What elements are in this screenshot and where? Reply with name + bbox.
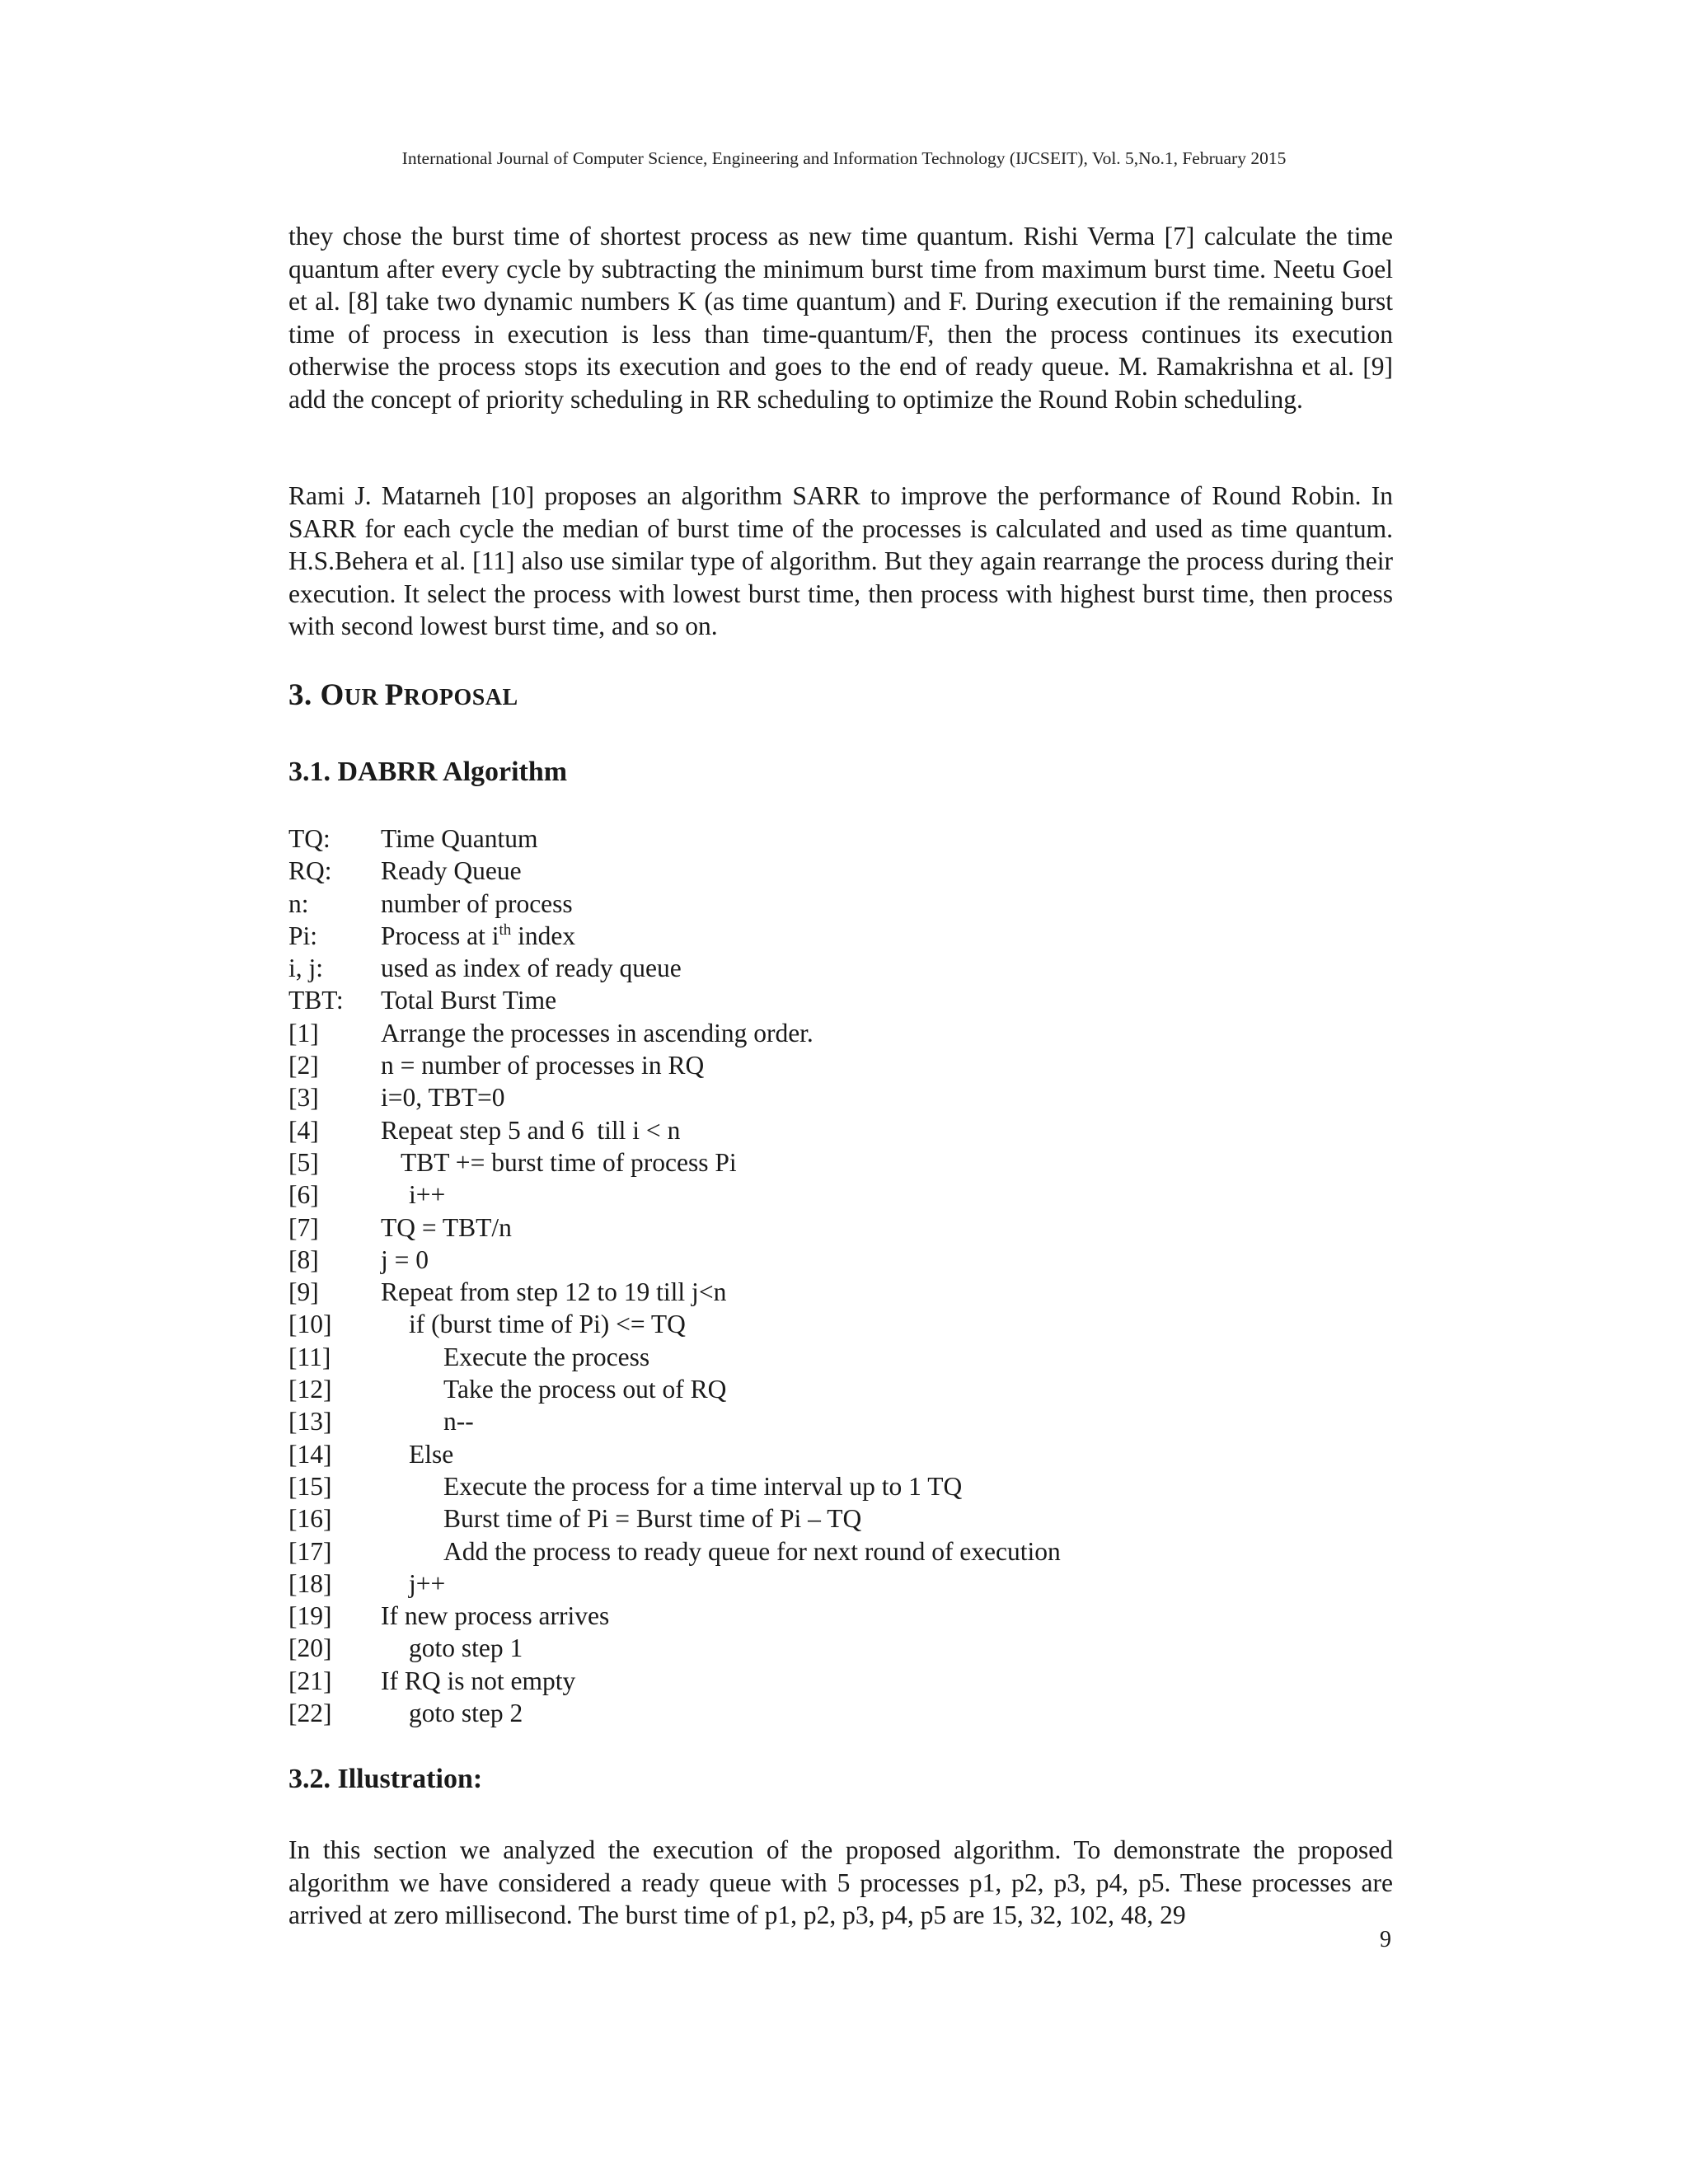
step-number: [2]: [288, 1051, 319, 1080]
definition-value-text: Process at i: [381, 921, 499, 950]
section-title-word2-initial: P: [384, 678, 404, 712]
step-text: n--: [443, 1407, 474, 1436]
step-text: TQ = TBT/n: [381, 1212, 512, 1242]
algorithm-step: [288, 1470, 1442, 1502]
step-number: [22]: [288, 1699, 332, 1728]
algorithm-step: [288, 1568, 1442, 1600]
definition-value: Total Burst Time: [381, 986, 557, 1015]
definition-key: Pi:: [288, 921, 318, 950]
page-number: 9: [1380, 1927, 1391, 1952]
subsection-heading-illustration: 3.2. Illustration:: [288, 1764, 483, 1794]
step-number: [15]: [288, 1471, 332, 1501]
step-text: goto step 2: [409, 1699, 523, 1728]
algorithm-step: [288, 1665, 1442, 1697]
step-text: Repeat step 5 and 6 till i < n: [381, 1115, 681, 1145]
step-number: [4]: [288, 1115, 319, 1145]
step-text: Burst time of Pi = Burst time of Pi – TQ: [443, 1504, 862, 1534]
step-text: If RQ is not empty: [381, 1666, 576, 1695]
section-heading-our-proposal: [288, 677, 518, 713]
algorithm-step: [288, 1081, 1442, 1113]
running-header: International Journal of Computer Science, Engineering and Information Technology (IJCSEIT), Vol. 5,No.1, February 2015: [401, 148, 1287, 168]
step-number: [21]: [288, 1666, 332, 1695]
definition-row: [288, 920, 1442, 952]
definition-value: used as index of ready queue: [381, 954, 682, 983]
dabrr-algorithm: [288, 823, 1442, 1729]
definition-row: [288, 952, 1442, 984]
algorithm-step: [288, 1212, 1442, 1244]
algorithm-step: [288, 1502, 1442, 1535]
definition-value: Ready Queue: [381, 856, 522, 886]
algorithm-step: [288, 1308, 1442, 1340]
step-text: Repeat from step 12 to 19 till j<n: [381, 1277, 727, 1307]
step-number: [11]: [288, 1342, 331, 1371]
step-number: [7]: [288, 1212, 319, 1242]
subsection-heading-dabrr: 3.1. DABRR Algorithm: [288, 757, 568, 787]
algorithm-step: [288, 1632, 1442, 1664]
algorithm-step: [288, 1373, 1442, 1405]
definition-key: TQ:: [288, 824, 331, 853]
step-number: [17]: [288, 1536, 332, 1566]
section-title-word1-rest: UR: [344, 685, 385, 710]
algorithm-step: [288, 1244, 1442, 1276]
step-number: [20]: [288, 1633, 332, 1663]
step-text: Execute the process for a time interval up to 1 TQ: [443, 1471, 963, 1501]
step-number: [14]: [288, 1439, 332, 1469]
step-number: [10]: [288, 1310, 332, 1339]
step-text: Take the process out of RQ: [443, 1375, 727, 1404]
algorithm-step: [288, 1179, 1442, 1211]
definition-key: i, j:: [288, 954, 324, 983]
step-text: i=0, TBT=0: [381, 1083, 505, 1113]
step-text: Add the process to ready queue for next round of execution: [443, 1536, 1061, 1566]
step-number: [8]: [288, 1244, 319, 1274]
algorithm-step: [288, 1405, 1442, 1437]
step-number: [5]: [288, 1147, 319, 1177]
step-text: j++: [409, 1568, 446, 1598]
definition-value: Time Quantum: [381, 824, 538, 853]
step-text: Else: [409, 1439, 454, 1469]
section-title-word1-initial: O: [320, 678, 345, 712]
algorithm-step: [288, 1600, 1442, 1632]
algorithm-step: [288, 1535, 1442, 1568]
step-number: [12]: [288, 1375, 332, 1404]
step-number: [13]: [288, 1407, 332, 1436]
algorithm-step: [288, 1697, 1442, 1729]
algorithm-step: [288, 1049, 1442, 1081]
step-number: [1]: [288, 1018, 319, 1047]
step-text: j = 0: [381, 1244, 429, 1274]
algorithm-step: [288, 1114, 1442, 1146]
paragraph-illustration: In this section we analyzed the execution of the proposed algorithm. To demonstrate the proposed algorithm we have considered a ready queue with 5 processes p1, p2, p3, p4, p5. These processes are arrived at zero millisecond. The burst time of p1, p2, p3, p4, p5 are 15, 32, 102, 48, 29: [288, 1835, 1393, 1929]
definition-value: number of process: [381, 888, 573, 918]
step-text: goto step 1: [409, 1633, 523, 1663]
step-text: If new process arrives: [381, 1601, 610, 1631]
algorithm-step: [288, 1276, 1442, 1308]
step-number: [16]: [288, 1504, 332, 1534]
definition-row: [288, 984, 1442, 1016]
step-text: n = number of processes in RQ: [381, 1051, 705, 1080]
step-text: Arrange the processes in ascending order.: [381, 1018, 814, 1047]
step-text: TBT += burst time of process Pi: [401, 1147, 737, 1177]
definition-key: TBT:: [288, 986, 344, 1015]
step-text: if (burst time of Pi) <= TQ: [409, 1310, 686, 1339]
definition-key: n:: [288, 888, 309, 918]
step-number: [19]: [288, 1601, 332, 1631]
definition-row: [288, 823, 1442, 855]
definition-row: [288, 888, 1442, 920]
section-title-word2-rest: ROPOSAL: [403, 685, 518, 710]
algorithm-step: [288, 1017, 1442, 1049]
superscript-th: th: [499, 921, 512, 939]
definition-value: [381, 920, 575, 952]
definition-row: [288, 855, 1442, 887]
step-number: [18]: [288, 1568, 332, 1598]
step-number: [6]: [288, 1180, 319, 1210]
step-text: Execute the process: [443, 1342, 650, 1371]
step-number: [3]: [288, 1083, 319, 1113]
paragraph-related-work-2: Rami J. Matarneh [10] proposes an algorithm SARR to improve the performance of Round Robin. In SARR for each cycle the median of burst time of the processes is calculated and used as time quantum. H.S.Behera et al. [11] also use similar type of algorithm. But they again rearrange the process during their execution. It select the process with lowest burst time, then process with highest burst time, then process with second lowest burst time, and so on.: [288, 481, 1393, 640]
algorithm-step: [288, 1341, 1442, 1373]
paragraph-related-work-1: they chose the burst time of shortest process as new time quantum. Rishi Verma [7] calculate the time quantum after every cycle by subtracting the minimum burst time from maximum burst time. Neetu Goel et al. [8] take two dynamic numbers K (as time quantum) and F. During execution if the remaining burst time of process in execution is less than time-quantum/F, then the process continues its execution otherwise the process stops its execution and goes to the end of ready queue. M. Ramakrishna et al. [9] add the concept of priority scheduling in RR scheduling to optimize the Round Robin scheduling.: [288, 222, 1393, 414]
section-number: 3.: [288, 678, 321, 712]
step-number: [9]: [288, 1277, 319, 1307]
step-text: i++: [409, 1180, 446, 1210]
algorithm-step: [288, 1146, 1442, 1179]
definition-value-text: index: [511, 921, 576, 950]
definition-key: RQ:: [288, 856, 332, 886]
algorithm-step: [288, 1438, 1442, 1470]
